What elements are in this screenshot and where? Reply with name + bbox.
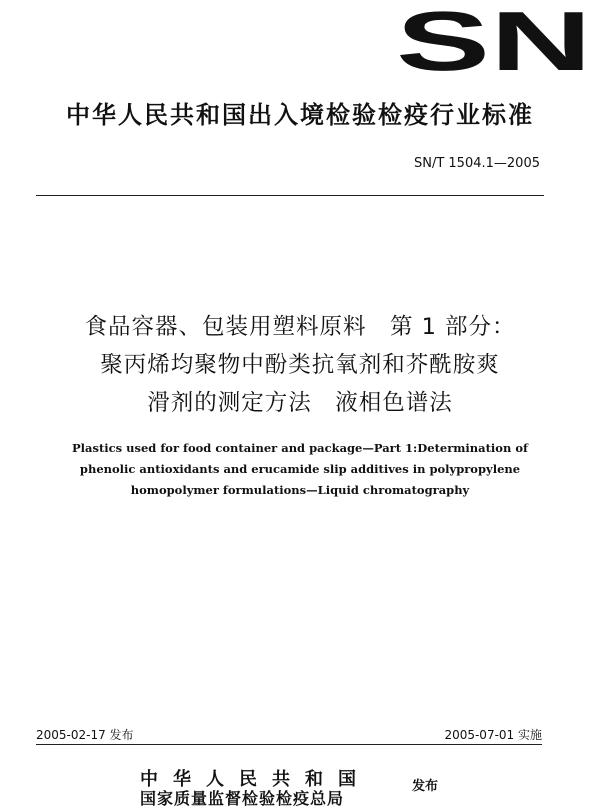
english-title [0,438,600,501]
english-title-line: phenolic antioxidants and erucamide slip additives in polypropylene [79,462,521,476]
issue-date: 2005-02-17 发布 [36,728,134,742]
issue-label: 发布 [412,779,439,794]
sn-logo-text: SN [396,8,592,78]
english-title-line: homopolymer formulations—Liquid chromatography [130,483,470,497]
issuer-name-line-2: 国家质量监督检验检疫总局 [140,789,345,808]
chinese-title-line: 滑剂的测定方法 液相色谱法 [147,390,453,416]
organization-title: 中华人民共和国出入境检验检疫行业标准 [66,101,534,129]
sn-logo [394,8,594,78]
footer-divider [36,744,542,745]
effective-date: 2005-07-01 实施 [444,728,542,742]
chinese-title [0,308,600,422]
standard-number: SN/T 1504.1—2005 [413,156,540,171]
chinese-title-line: 聚丙烯均聚物中酚类抗氧剂和芥酰胺爽 [100,352,500,378]
chinese-title-line: 食品容器、包装用塑料原料 第 1 部分： [84,314,516,340]
issuer-name-line-1: 中华人民共和国 [140,769,371,790]
english-title-line: Plastics used for food container and package—Part 1:Determination of [72,441,528,455]
header-divider [36,195,544,196]
